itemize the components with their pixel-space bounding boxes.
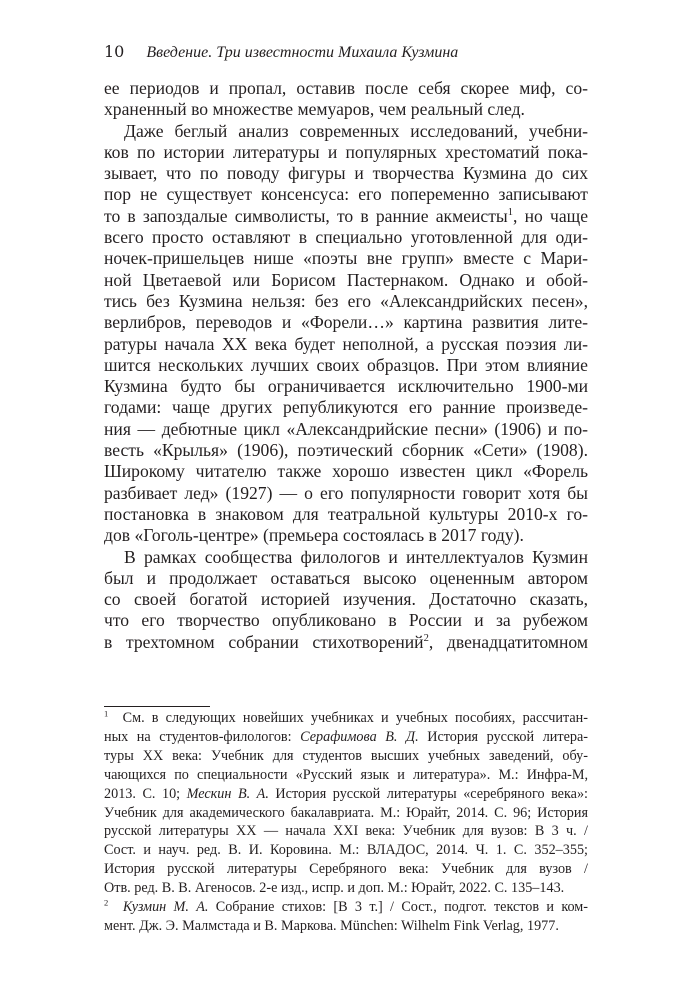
footnote-line: Учебник для академического бакалавриата. М.: Юрайт, 2014. С. 96; История — [104, 804, 588, 821]
text-line: В рамках сообщества филологов и интеллектуалов Кузмин — [124, 546, 588, 567]
text-line: Кузмина будто бы ограничивается исключительно 1900-ми — [104, 376, 588, 397]
text-line: ночек-пришельцев нише «поэты вне групп» вместе с Мари- — [104, 248, 588, 269]
footnote-mark: 1 — [104, 708, 109, 719]
text-line: годами: чаще других републикуются его ранние произведе- — [104, 397, 588, 418]
text-line: в трехтомном собрании стихотворений$^2$, двенадцатитомном — [104, 631, 588, 652]
text-line: шится нескольких лучших своих образцов. При этом влияние — [104, 354, 588, 375]
footnote-line: Сост. и науч. ред. В. И. Коровина. М.: ВЛАДОС, 2014. Ч. 1. С. 352–355; — [104, 842, 588, 859]
text-line: постановка в знаковом для театральной культуры 2010-х го- — [104, 503, 588, 524]
footnote-line: 2013. С. 10; Мескин В. А. История русской литературы «серебряного века»: — [104, 785, 588, 802]
text-line: был и продолжает оставаться высоко оцененным автором — [104, 567, 588, 588]
text-line: ков по истории литературы и популярных хрестоматий пока- — [104, 141, 588, 162]
text-line: Даже беглый анализ современных исследований, учебни- — [124, 120, 588, 141]
text-line: верлибров, переводов и «Форели…» картина развития лите- — [104, 312, 588, 333]
text-line: что его творчество опубликовано в России и за рубежом — [104, 610, 588, 631]
footnote-line: туры XX века: Учебник для студентов высших учебных заведений, обу- — [104, 747, 588, 764]
footnote-line: ных на студентов-филологов: Серафимова В. Д. История русской литера- — [104, 728, 588, 745]
footnote-line: мент. Дж. Э. Малмстада и В. Маркова. München: Wilhelm Fink Verlag, 1977. — [104, 917, 559, 934]
text-line: весть «Крылья» (1906), поэтический сборник «Сети» (1908). — [104, 440, 588, 461]
footnote-mark: 2 — [104, 897, 109, 908]
footnote-line: История русской литературы Серебряного века: Учебник для вузов / — [104, 861, 588, 878]
footnote-line: $^2$ Кузмин М. А. Собрание стихов: [В 3 т.] / Сост., подгот. текстов и ком- — [104, 897, 589, 916]
running-title: Введение. Три известности Михаила Кузмина — [146, 44, 459, 61]
text-line: пор не существует консенсуса: его попеременно записывают — [104, 184, 588, 205]
footnote-line: русской литературы XX — начала XXI века: Учебник для вузов: В 3 ч. / — [104, 823, 588, 840]
text-line: Широкому читателю также хорошо известен цикл «Форель — [104, 461, 588, 482]
text-line: зывает, что по поводу фигуры и творчества Кузмина до сих — [104, 163, 588, 184]
text-line: храненный во множестве мемуаров, чем реальный след. — [104, 99, 525, 120]
text-line: разбивает лед» (1927) — о его популярности говорит хотя бы — [104, 482, 588, 503]
main-text — [104, 78, 588, 653]
text-line: всего просто оставляют в специально уготовленной для оди- — [104, 227, 588, 248]
text-line: дов «Гоголь-центре» (премьера состоялась в 2017 году). — [104, 525, 524, 546]
footnote-line: $^1$ См. в следующих новейших учебниках и учебных пособиях, рассчитан- — [104, 708, 588, 726]
footnote-divider — [104, 706, 210, 707]
footnote-line: чающихся по специальности «Русский язык и литература». М.: Инфра-М, — [104, 766, 588, 783]
text-line: ее периодов и пропал, оставив после себя скорее миф, со- — [104, 78, 588, 98]
text-line: ной Цветаевой или Борисом Пастернаком. Однако и обой- — [104, 269, 588, 290]
text-line: тись без Кузмина нельзя: без его «Александрийских песен», — [104, 290, 588, 311]
footnotes — [104, 709, 588, 936]
text-line: со своей богатой историей изучения. Достаточно сказать, — [104, 589, 588, 610]
running-header — [104, 42, 588, 62]
text-line: то в запоздалые символисты, то в ранние акмеисты$^1$, но чаще — [104, 205, 589, 226]
page-number: 10 — [104, 42, 125, 61]
footnote-line: Отв. ред. В. В. Агеносов. 2-е изд., испр. и доп. М.: Юрайт, 2022. С. 135–143. — [104, 880, 565, 897]
text-line: ратуры начала XX века будет неполной, а русская поэзия ли- — [104, 333, 588, 354]
text-line: ния — дебютные цикл «Александрийские песни» (1906) и по- — [104, 418, 588, 439]
